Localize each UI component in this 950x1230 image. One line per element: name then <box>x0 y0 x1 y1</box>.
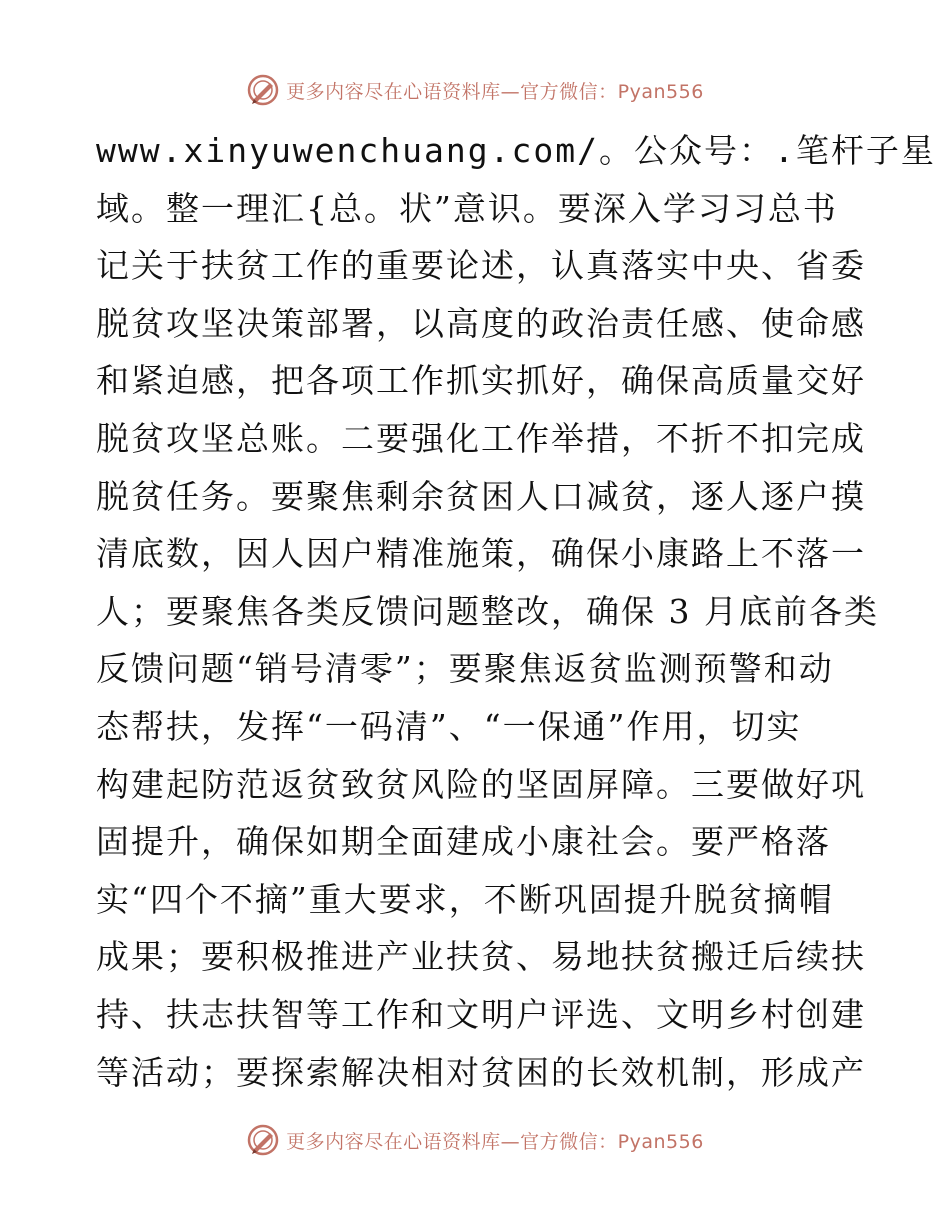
body-line: 脱贫攻坚总账。二要强化工作举措，不折不扣完成 <box>96 418 866 458</box>
header-text: 更多内容尽在心语资料库—官方微信：Pyan556 <box>286 80 704 103</box>
body-line: 脱贫攻坚决策部署，以高度的政治责任感、使命感 <box>96 303 866 343</box>
footer-banner <box>0 1120 950 1160</box>
body-line: 态帮扶，发挥“一码清”、“一保通”作用，切实 <box>96 706 802 746</box>
footer-text: 更多内容尽在心语资料库—官方微信：Pyan556 <box>286 1130 704 1153</box>
pen-logo-icon <box>246 1123 280 1157</box>
body-line: 清底数，因人因户精准施策，确保小康路上不落一 <box>96 534 866 574</box>
pen-logo-icon <box>246 73 280 107</box>
body-line: 和紧迫感，把各项工作抓实抓好，确保高质量交好 <box>96 361 866 401</box>
body-line: 反馈问题“销号清零”；要聚焦返贫监测预警和动 <box>96 649 834 689</box>
body-line: 固提升，确保如期全面建成小康社会。要严格落 <box>96 822 831 862</box>
body-line: 域。整一理汇{总。状”意识。要深入学习习总书 <box>96 188 838 228</box>
body-line: 记关于扶贫工作的重要论述，认真落实中央、省委 <box>96 246 866 286</box>
body-line: 实“四个不摘”重大要求，不断巩固提升脱贫摘帽 <box>96 879 834 919</box>
body-line: 脱贫任务。要聚焦剩余贫困人口减贫，逐人逐户摸 <box>96 476 866 516</box>
header-banner <box>0 70 950 110</box>
body-line: www.xinyuwenchuang.com/。公众号：.笔杆子星 <box>96 131 936 170</box>
body-line: 构建起防范返贫致贫风险的坚固屏障。三要做好巩 <box>96 764 866 804</box>
body-line: 成果；要积极推进产业扶贫、易地扶贫搬迁后续扶 <box>96 937 866 977</box>
body-line: 持、扶志扶智等工作和文明户评选、文明乡村创建 <box>96 994 866 1034</box>
body-line: 人；要聚焦各类反馈问题整改，确保 3 月底前各类 <box>96 591 879 631</box>
body-line: 等活动；要探索解决相对贫困的长效机制，形成产 <box>96 1052 866 1092</box>
document-body <box>96 122 936 1101</box>
